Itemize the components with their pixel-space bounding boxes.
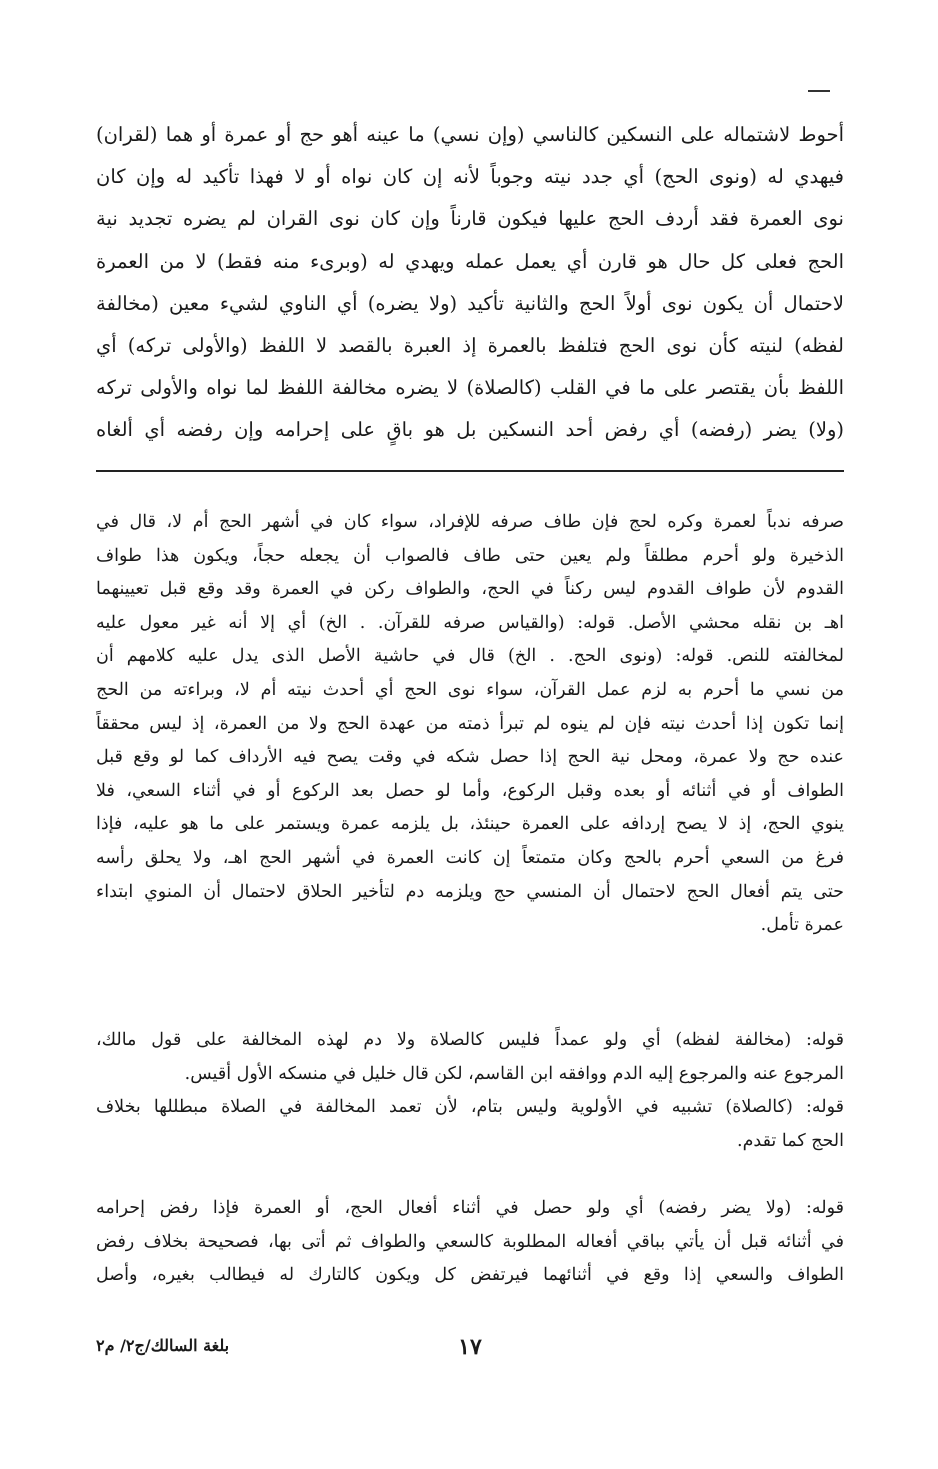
note-line: عنده حج ولا عمرة، ومحل نية الحج إذا حصل شكه في وقت يصح فيه الأرداف كما لو وقع قبل — [96, 747, 844, 768]
note-line: لمخالفته للنص. قوله: (ونوى الحج. . الخ) قال في حاشية الأصل الذى يدل عليه كلامهم أن — [96, 646, 844, 667]
top-dash-mark — [808, 90, 830, 92]
note-line: الحج كما تقدم. — [737, 1130, 844, 1151]
note-line: قوله: (مخالفة لفظه) أي ولو عمداً فليس كالصلاة ولا دم لهذه المخالفة على قول مالك، — [96, 1030, 844, 1050]
page-number: ١٧ — [458, 1334, 482, 1360]
note-line: الطواف والسعي إذا وقع في أثنائهما فيرتفض كل ويكون كالتارك له فيطالب بغيره، وأصل — [96, 1265, 844, 1286]
main-line: لفظه) لنيته كأن نوى الحج فتلفظ بالعمرة إذ العبرة بالقصد لا اللفظ (والأولى تركه) أي — [96, 334, 844, 358]
note-line: قوله: (ولا يضر رفضه) أي ولو حصل في أثناء أفعال الحج، أو العمرة فإذا رفض إحرامه — [96, 1198, 844, 1218]
main-line: الحج فعلى كل حال هو قارن أي يعمل عمله ويهدي له (وبرىء منه فقط) لا من العمرة — [96, 249, 844, 273]
main-line: لاحتمال أن يكون نوى أولاً الحج والثانية تأكيد (ولا يضره) أي الناوي لشيء معين (مخالفة — [96, 291, 844, 315]
note-line: ينوي الحج، إذ لا يصح إردافه على العمرة حينئذ، بل يلزمه عمرة ويستمر على ما هو عليه، فإذا — [96, 814, 844, 835]
main-text — [96, 114, 844, 452]
note-line: الذخيرة ولو أحرم مطلقاً ولم يعين حتى طاف فالصواب أن يجعله حجاً، ويكون هذا طواف — [96, 545, 844, 566]
footnote-block-3 — [96, 1192, 844, 1293]
main-line: أحوط لاشتماله على النسكين كالناسي (وإن نسي) ما عينه أهو حج أو عمرة أو هما (لقران) — [96, 123, 844, 146]
footnote-block-1 — [96, 506, 844, 943]
note-line: قوله: (كالصلاة) تشبيه في الأولوية وليس بتام، لأن تعمد المخالفة في الصلاة مبطللها بخلاف — [96, 1097, 844, 1118]
note-line: اهـ بن نقله محشي الأصل. قوله: (والقياس صرفه للقرآن. . الخ) أي إلا أنه غير معول عليه — [96, 612, 844, 633]
note-line: في أثنائه قبل أن يأتي بباقي أفعاله المطلوبة كالسعي والطواف ثم أتى بها، فصحيحة بخلاف رفض — [96, 1231, 844, 1252]
main-line: فيهدي له (ونوى الحج) أي جدد نيته وجوباً لأنه إن كان نواه أو لا فهذا تأكيد له وإن كان — [96, 165, 844, 189]
note-line: الطواف أو في أثنائه أو بعده وقبل الركوع، وأما لو حصل بعد الركوع أو في أثناء السعي، فلا — [96, 780, 844, 801]
note-line: حتى يتم أفعال الحج لاحتمال أن المنسي حج ويلزمه دم لتأخير الحلاق لاحتمال أن المنوي ابتداء — [96, 881, 844, 902]
printer-signature: بلغة السالك/ج٢/ م٢ — [96, 1336, 230, 1355]
footnote-divider — [96, 470, 844, 472]
main-line: (ولا) يضر (رفضه) أي رفض أحد النسكين بل هو باقٍ على إحرامه وإن رفضه أي ألغاه — [96, 418, 844, 442]
note-line: إنما تكون إذا أحدث نيته فإن لم ينوه لم تبرأ ذمته من عهدة الحج ولا من العمرة، إذ ليس محققاً — [96, 713, 844, 734]
main-line: اللفظ بأن يقتصر على ما في القلب (كالصلاة) لا يضره مخالفة اللفظ لما نواه والأولى تركه — [96, 376, 844, 400]
note-line: فرغ من السعي أحرم بالحج وكان متمتعاً إن كانت العمرة في أشهر الحج اهـ، ولا يحلق رأسه — [96, 847, 844, 868]
note-line: صرفه ندباً لعمرة وكره لحج فإن طاف صرفه للإفراد، سواء كان في أشهر الحج أم لا، قال في — [96, 512, 844, 532]
note-line: المرجوع عنه والمرجوع إليه الدم ووافقه ابن القاسم، لكن قال خليل في منسكه الأول أقيس. — [184, 1063, 844, 1084]
footnote-block-2 — [96, 1024, 844, 1158]
note-line: من نسي ما أحرم به لزم عمل القرآن، سواء نوى الحج أي أحدث نيته أم لا، وبراءته من الحج — [96, 679, 844, 700]
note-line: القدوم لأن طواف القدوم ليس ركناً في الحج، والطواف ركن في العمرة وقد وقع قبل تعيينهما — [96, 579, 844, 600]
main-line: نوى العمرة فقد أردف الحج عليها فيكون قارناً وإن كان نوى القران لم يضره تجديد نية — [96, 207, 844, 231]
note-line: عمرة تأمل. — [760, 915, 844, 936]
